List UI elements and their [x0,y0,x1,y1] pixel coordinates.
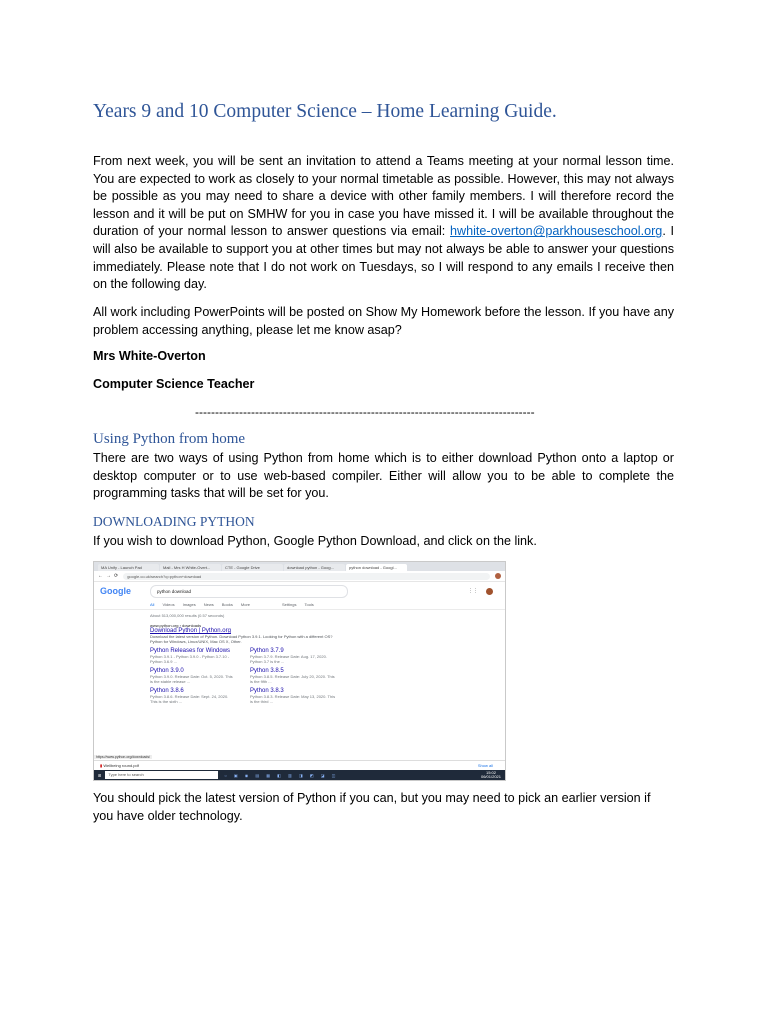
windows-taskbar [94,770,505,780]
sitelink-title: Python Releases for Windows [150,648,231,654]
taskbar-app-icons: ○ ▣ ◉ ▤ ▦ ◧ ▥ ◨ ◩ ◪ ◫ [224,772,339,778]
sitelinks [150,688,505,704]
browser-tab-active: python download - Googl... [346,564,407,571]
browser-screenshot [93,561,506,781]
sitelink-title: Python 3.9.0 [150,668,184,674]
page-title: Years 9 and 10 Computer Science – Home Learning Guide. [93,101,557,122]
download-bar [94,760,505,770]
address-bar: google.co.uk/search?q=python+download [123,573,490,580]
teacher-role: Computer Science Teacher [93,377,255,391]
search-tab-books: Books [221,602,233,607]
sitelink-item [150,648,236,664]
sitelink-text: Python 3.8.5. Release Date: July 20, 2020. This is the fifth ... [250,674,335,684]
google-search-box: python download [150,585,348,598]
show-all-label: Show all [477,763,493,768]
search-tab-settings: Settings [282,602,297,607]
sitelink-item [250,648,336,664]
sitelink-title: Python 3.8.5 [250,668,284,674]
section-heading-downloading: DOWNLOADING PYTHON [93,514,255,529]
pdf-icon: ▮ [100,763,103,768]
sitelink-text: Python 3.7.9. Release Date: Aug. 17, 2020. Python 3.7 is the ... [250,654,327,664]
browser-tab: download python - Goog... [284,564,345,571]
sitelink-item [250,668,336,684]
browser-tab: MA Unify - Launch Pad [98,564,159,571]
taskbar-clock [481,771,501,779]
search-tab-images: Images [182,602,196,607]
intro-paragraph [93,153,674,294]
result-title-link: Download Python | Python.org [150,628,231,634]
search-tab-news: News [203,602,214,607]
search-tab-tools: Tools [304,602,314,607]
section-divider: ------------------------------------------------------------------------------------- [195,405,535,419]
profile-avatar-icon [495,573,501,579]
browser-tab: CTE - Google Drive [222,564,283,571]
taskbar-date: 06/01/2021 [480,774,501,779]
account-avatar-icon [486,588,493,595]
back-arrow-icon: ← [98,573,103,579]
sitelinks [150,648,505,664]
apps-grid-icon: ⋮⋮ [468,588,478,594]
browser-tab: Mail - Mrs H White-Overt... [160,564,221,571]
search-results [94,613,505,704]
result-breadcrumb: www.python.org › downloads [150,623,202,628]
sitelink-text: Python 3.8.6. Release Date: Sept. 24, 2020. This is the sixth ... [150,694,229,704]
sitelink-title: Python 3.8.3 [250,688,284,694]
sitelink-text: Python 3.8.3. Release Date: May 13, 2020. This is the third ... [250,694,336,704]
sitelink-item [250,688,336,704]
google-logo: Google [100,586,131,596]
sitelink-item [150,688,236,704]
google-search-header [94,582,505,600]
download-instructions: If you wish to download Python, Google Python Download, and click on the link. [93,534,537,548]
homework-paragraph: All work including PowerPoints will be posted on Show My Homework before the lesson. If you have any problem accessing anything, please let me know asap? [93,305,674,337]
google-search-tabs [94,600,505,610]
download-file-name: Wellbeing round.pdf [103,763,139,768]
closing-paragraph: You should pick the latest version of Python if you can, but you may need to pick an earlier version if you have older technology. [93,791,651,823]
result-snippet: Download the latest version of Python. Download Python 3.9.1. Looking for Python with a different OS? Python for Windows, Linux/UNIX, Mac OS X, Other. [150,634,333,644]
teacher-email-link[interactable]: hwhite-overton@parkhouseschool.org [450,224,663,239]
sitelink-title: Python 3.8.6 [150,688,184,694]
browser-tab-bar [94,562,505,571]
sitelink-text: Python 3.9.0. Release Date: Oct. 5, 2020. This is the stable release ... [150,674,233,684]
browser-address-row [94,571,505,582]
search-tab-videos: Videos [162,602,175,607]
python-home-paragraph: There are two ways of using Python from home which is to either download Python onto a laptop or desktop computer or to use web-based compiler. Either will allow you to be able to complete the programming tasks that will be set for you. [93,451,674,501]
status-url: https://www.python.org/downloads/ [96,755,151,759]
teacher-name: Mrs White-Overton [93,349,206,363]
forward-arrow-icon: → [106,573,111,579]
taskbar-time: 15:02 [485,770,496,775]
sitelink-title: Python 3.7.9 [250,648,284,654]
section-heading-python-home: Using Python from home [93,431,246,447]
sitelink-item [150,668,236,684]
taskbar-search-box: Type here to search [105,771,218,779]
reload-icon: ⟳ [114,573,119,579]
search-tab-more: More [240,602,251,607]
intro-text-2: . I will also be available to support you at other times but may not always be able to answer your questions immediately. Please note that I do not work on Tuesdays, so I will respond to any emails I receive then on the following day. [93,224,674,292]
search-tab-all: All [150,602,155,607]
results-stats: About 513,000,000 results (0.57 seconds) [150,613,225,618]
intro-text-1: From next week, you will be sent an invitation to attend a Teams meeting at your normal lesson time. You are expected to work as closely to your normal timetable as possible. However, this may not always be possible as you may need to share a device with other family members. I will therefore record the lesson and it will be put on SMHW for you in case you have missed it. I will be available throughout the duration of your normal lesson to answer questions via email: [93,154,674,239]
windows-start-icon: ⊞ [98,772,102,778]
sitelinks [150,668,505,684]
sitelink-text: Python 3.9.1 - Python 3.9.0 - Python 3.7.10 - Python 3.6.9 ... [150,654,230,664]
